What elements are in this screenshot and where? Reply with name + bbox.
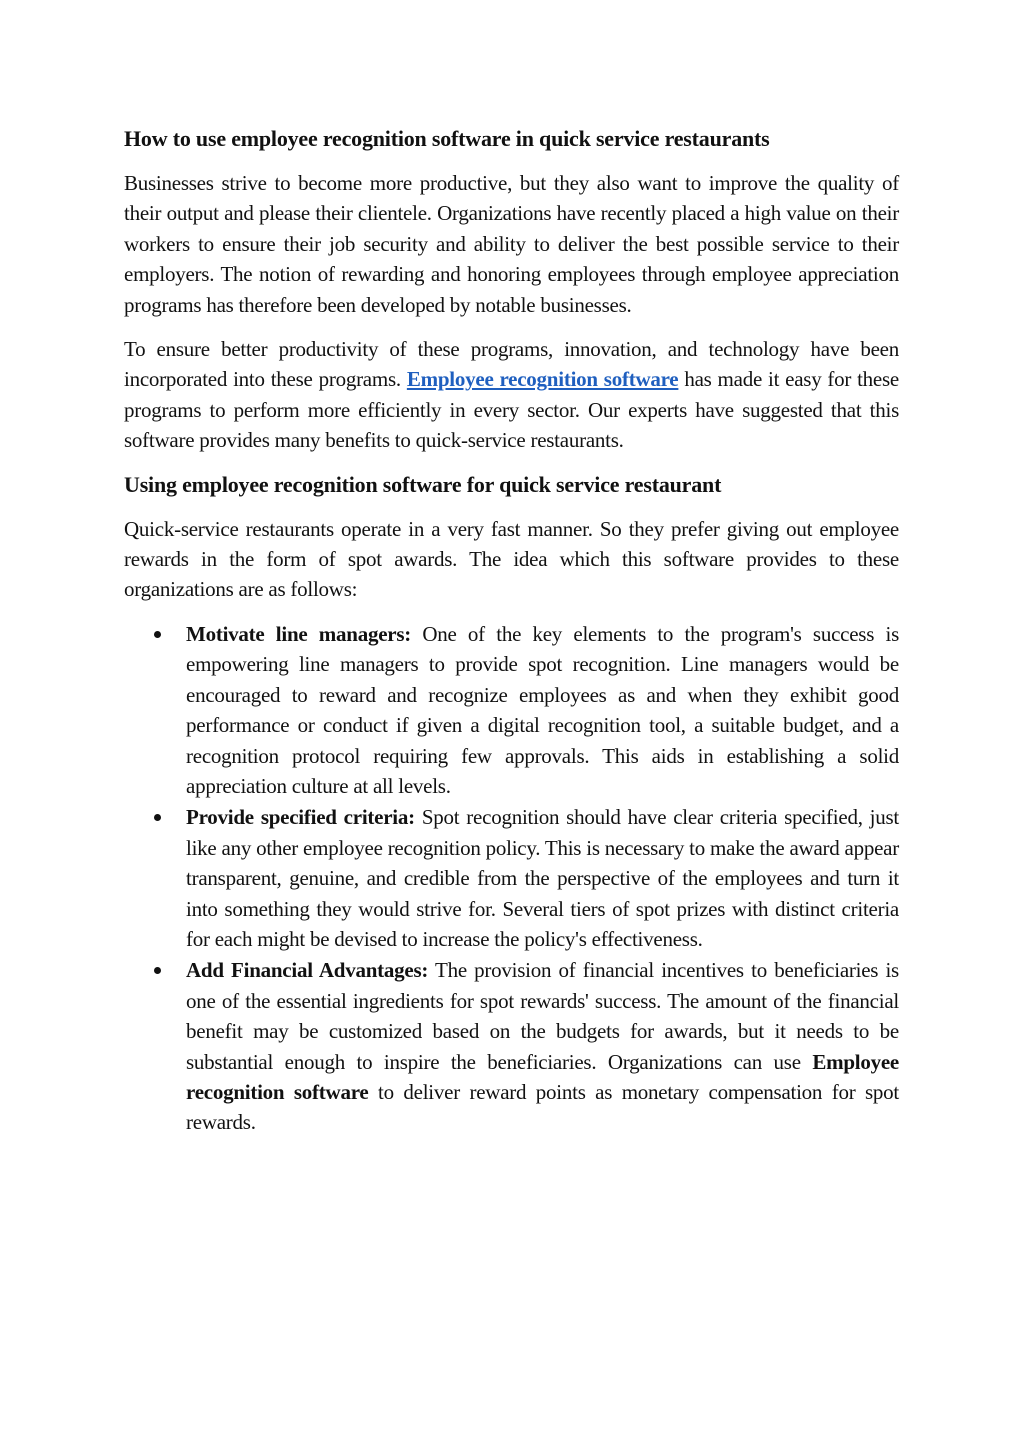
document-title: How to use employee recognition software in quick service restaurants [124, 126, 770, 151]
list-item-term: Motivate line managers: [186, 621, 412, 646]
bullet-icon [154, 631, 161, 638]
section-intro-paragraph: Quick-service restaurants operate in a very fast manner. So they prefer giving out employee rewards in the form of spot awards. The idea which this software provides to these organizations are as follows: [124, 516, 899, 602]
section-heading: Using employee recognition software for quick service restaurant [124, 471, 722, 497]
list-item [124, 955, 899, 1137]
list-item-text: Spot recognition should have clear criteria specified, just like any other employee recognition policy. This is necessary to make the award appear transparent, genuine, and credible from the perspective of the employees and turn it into something they would strive for. Several tiers of spot prizes with distinct criteria for each might be devised to increase the policy's effectiveness. [186, 805, 899, 951]
list-item-text: One of the key elements to the program's success is empowering line managers to provide spot recognition. Line managers would be encouraged to reward and recognize employees as and when they exhibit good performance or conduct if given a digital recognition tool, a suitable budget, and a recognition protocol requiring few approvals. This aids in establishing a solid appreciation culture at all levels. [186, 621, 899, 798]
technology-paragraph [124, 334, 899, 456]
list-item-term: Provide specified criteria: [186, 805, 415, 830]
paragraph-text: has made it easy for these programs to perform more efficiently in every sector. Our experts have suggested that this software provides many benefits to quick-service restaurants. [124, 367, 900, 453]
bullet-icon [154, 967, 161, 974]
bullet-icon [154, 814, 161, 821]
list-item [124, 619, 899, 801]
document-page [124, 124, 899, 1139]
intro-paragraph: Businesses strive to become more productive, but they also want to improve the quality of their output and please their clientele. Organizations have recently placed a high value on their workers to ensure their job security and ability to deliver the best possible service to their employers. The notion of rewarding and honoring employees through employee appreciation programs has therefore been developed by notable businesses. [124, 171, 899, 317]
list-item-text: The provision of financial incentives to beneficiaries is one of the essential ingredients for spot rewards' success. The amount of the financial benefit may be customized based on the budgets for awards, but it needs to be substantial enough to inspire the beneficiaries. Organizations can use [186, 958, 899, 1074]
employee-recognition-software-link[interactable]: Employee recognition software [406, 367, 679, 392]
list-item [124, 802, 899, 954]
emphasized-text: Employee recognition software [186, 1049, 899, 1104]
benefits-list [124, 619, 899, 1138]
list-item-term: Add Financial Advantages: [186, 958, 429, 983]
list-item-text: to deliver reward points as monetary compensation for spot rewards. [186, 1079, 899, 1135]
paragraph-text: To ensure better productivity of these programs, innovation, and technology have been incorporated into these programs. [124, 337, 899, 392]
